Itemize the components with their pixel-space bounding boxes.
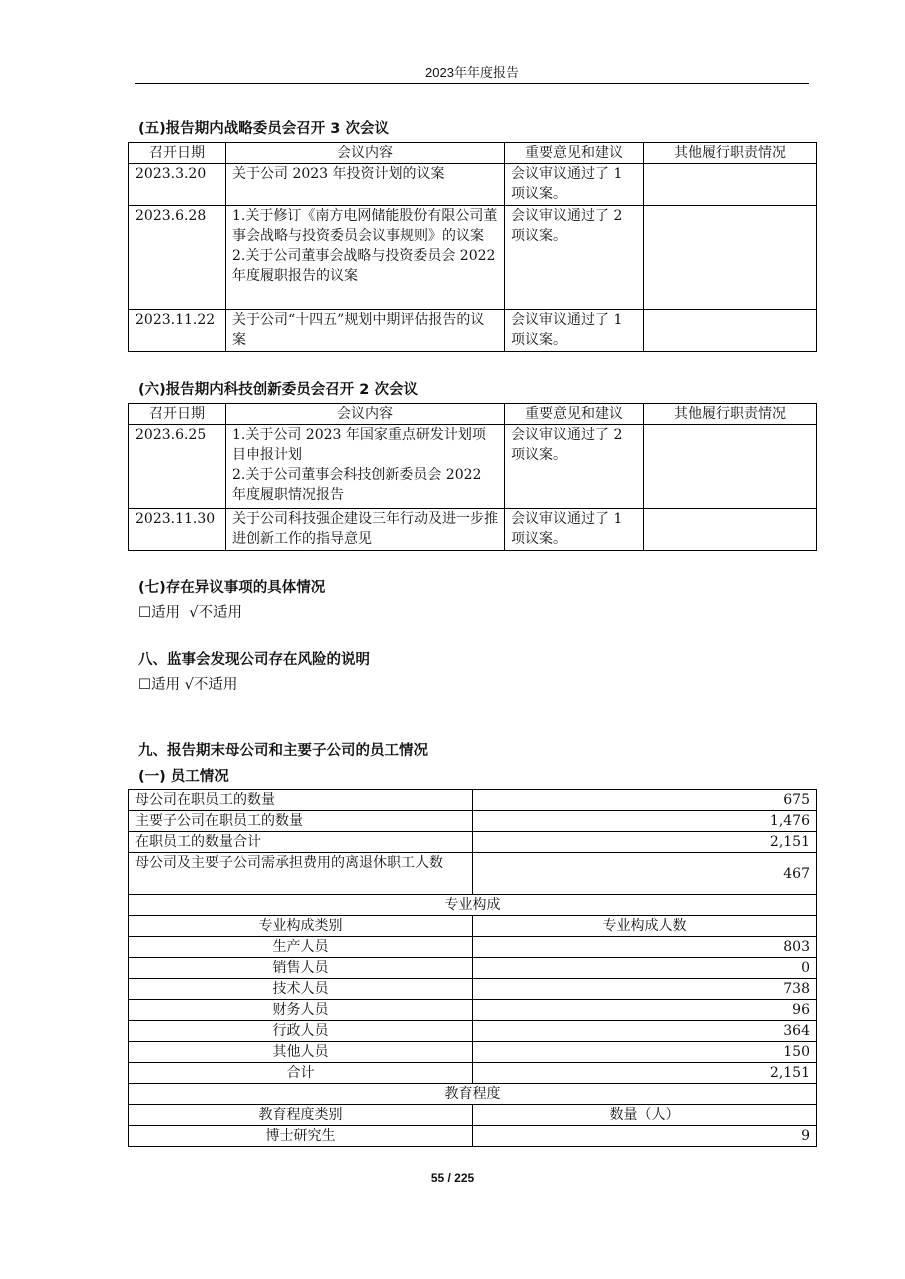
row-label: 生产人员 <box>129 937 473 958</box>
col-header-date: 召开日期 <box>129 143 226 164</box>
row-label: 母公司在职员工的数量 <box>129 790 473 811</box>
table-row <box>129 1000 817 1021</box>
meeting-date: 2023.6.25 <box>129 425 226 509</box>
row-value: 96 <box>473 1000 817 1021</box>
table-row <box>129 937 817 958</box>
meeting-opinion: 会议审议通过了 2 项议案。 <box>505 206 644 310</box>
meeting-date: 2023.3.20 <box>129 164 226 206</box>
section-7-title: (七)存在异议事项的具体情况 <box>138 580 326 596</box>
row-label: 母公司及主要子公司需承担费用的离退休职工人数 <box>129 853 473 895</box>
section-5-title: (五)报告期内战略委员会召开 3 次会议 <box>138 121 389 137</box>
row-value: 150 <box>473 1042 817 1063</box>
content-item: 关于公司科技强企建设三年行动及进一步推进创新工作的指导意见 <box>232 511 498 547</box>
column-heading-row <box>129 1105 817 1126</box>
table-row <box>129 509 817 551</box>
innovation-committee-table <box>128 403 817 551</box>
section-9-subtitle: (一) 员工情况 <box>138 769 229 785</box>
table-header-row <box>129 404 817 425</box>
meeting-date: 2023.11.22 <box>129 310 226 352</box>
row-label: 技术人员 <box>129 979 473 1000</box>
col-header-opinion: 重要意见和建议 <box>505 143 644 164</box>
row-value: 1,476 <box>473 811 817 832</box>
row-value: 675 <box>473 790 817 811</box>
education-col2: 数量（人） <box>473 1105 817 1126</box>
content-item: 关于公司“十四五”规划中期评估报告的议案 <box>232 312 485 348</box>
meeting-other <box>644 164 817 206</box>
col-header-date: 召开日期 <box>129 404 226 425</box>
content-item: 2.关于公司董事会科技创新委员会 2022 年度履职情况报告 <box>232 467 482 503</box>
col-header-other: 其他履行职责情况 <box>644 404 817 425</box>
content-item: 1.关于公司 2023 年国家重点研发计划项目申报计划 <box>232 427 486 463</box>
meeting-content <box>226 310 505 352</box>
table-row <box>129 958 817 979</box>
meeting-content <box>226 164 505 206</box>
employee-table <box>128 789 817 1147</box>
row-value: 467 <box>473 853 817 895</box>
table-row <box>129 853 817 895</box>
row-value: 738 <box>473 979 817 1000</box>
meeting-other <box>644 310 817 352</box>
content-item: 2.关于公司董事会战略与投资委员会 2022 年度履职报告的议案 <box>232 248 496 284</box>
strategy-committee-table <box>128 142 817 352</box>
meeting-other <box>644 425 817 509</box>
page-number: 55 / 225 <box>430 1171 475 1185</box>
table-row <box>129 425 817 509</box>
col-header-other: 其他履行职责情况 <box>644 143 817 164</box>
table-row <box>129 1021 817 1042</box>
meeting-other <box>644 509 817 551</box>
col-header-content: 会议内容 <box>226 143 505 164</box>
table-header-row <box>129 143 817 164</box>
row-value: 9 <box>473 1126 817 1147</box>
col-header-content: 会议内容 <box>226 404 505 425</box>
table-row <box>129 790 817 811</box>
row-label: 财务人员 <box>129 1000 473 1021</box>
education-col1: 教育程度类别 <box>129 1105 473 1126</box>
professional-col1: 专业构成类别 <box>129 916 473 937</box>
meeting-other <box>644 206 817 310</box>
row-label: 其他人员 <box>129 1042 473 1063</box>
professional-col2: 专业构成人数 <box>473 916 817 937</box>
applicability-options: ☐适用 √不适用 <box>138 605 242 621</box>
row-value: 803 <box>473 937 817 958</box>
group-heading-row <box>129 1084 817 1105</box>
section-9-title: 九、报告期末母公司和主要子公司的员工情况 <box>138 743 428 759</box>
section-6-title: (六)报告期内科技创新委员会召开 2 次会议 <box>138 382 418 398</box>
meeting-opinion: 会议审议通过了 1 项议案。 <box>505 509 644 551</box>
row-label: 主要子公司在职员工的数量 <box>129 811 473 832</box>
table-row <box>129 811 817 832</box>
table-row <box>129 832 817 853</box>
meeting-content <box>226 206 505 310</box>
row-value: 2,151 <box>473 832 817 853</box>
table-row <box>129 164 817 206</box>
content-item: 1.关于修订《南方电网储能股份有限公司董事会战略与投资委员会议事规则》的议案 <box>232 208 498 244</box>
row-label: 在职员工的数量合计 <box>129 832 473 853</box>
meeting-content <box>226 509 505 551</box>
meeting-opinion: 会议审议通过了 2 项议案。 <box>505 425 644 509</box>
table-row <box>129 1042 817 1063</box>
group-heading-row <box>129 895 817 916</box>
table-row <box>129 1126 817 1147</box>
row-value: 0 <box>473 958 817 979</box>
table-row <box>129 979 817 1000</box>
meeting-opinion: 会议审议通过了 1 项议案。 <box>505 164 644 206</box>
row-label: 行政人员 <box>129 1021 473 1042</box>
table-row <box>129 206 817 310</box>
col-header-opinion: 重要意见和建议 <box>505 404 644 425</box>
education-heading: 教育程度 <box>129 1084 817 1105</box>
meeting-content <box>226 425 505 509</box>
row-label: 合计 <box>129 1063 473 1084</box>
row-value: 2,151 <box>473 1063 817 1084</box>
page-header: 2023年年度报告 <box>425 65 519 80</box>
row-value: 364 <box>473 1021 817 1042</box>
meeting-opinion: 会议审议通过了 1 项议案。 <box>505 310 644 352</box>
section-8-title: 八、监事会发现公司存在风险的说明 <box>138 652 370 668</box>
content-item: 关于公司 2023 年投资计划的议案 <box>232 166 445 182</box>
table-row <box>129 1063 817 1084</box>
table-row <box>129 310 817 352</box>
applicability-options: ☐适用 √不适用 <box>138 677 238 693</box>
meeting-date: 2023.6.28 <box>129 206 226 310</box>
column-heading-row <box>129 916 817 937</box>
professional-heading: 专业构成 <box>129 895 817 916</box>
meeting-date: 2023.11.30 <box>129 509 226 551</box>
row-label: 博士研究生 <box>129 1126 473 1147</box>
header-rule <box>135 83 809 84</box>
row-label: 销售人员 <box>129 958 473 979</box>
